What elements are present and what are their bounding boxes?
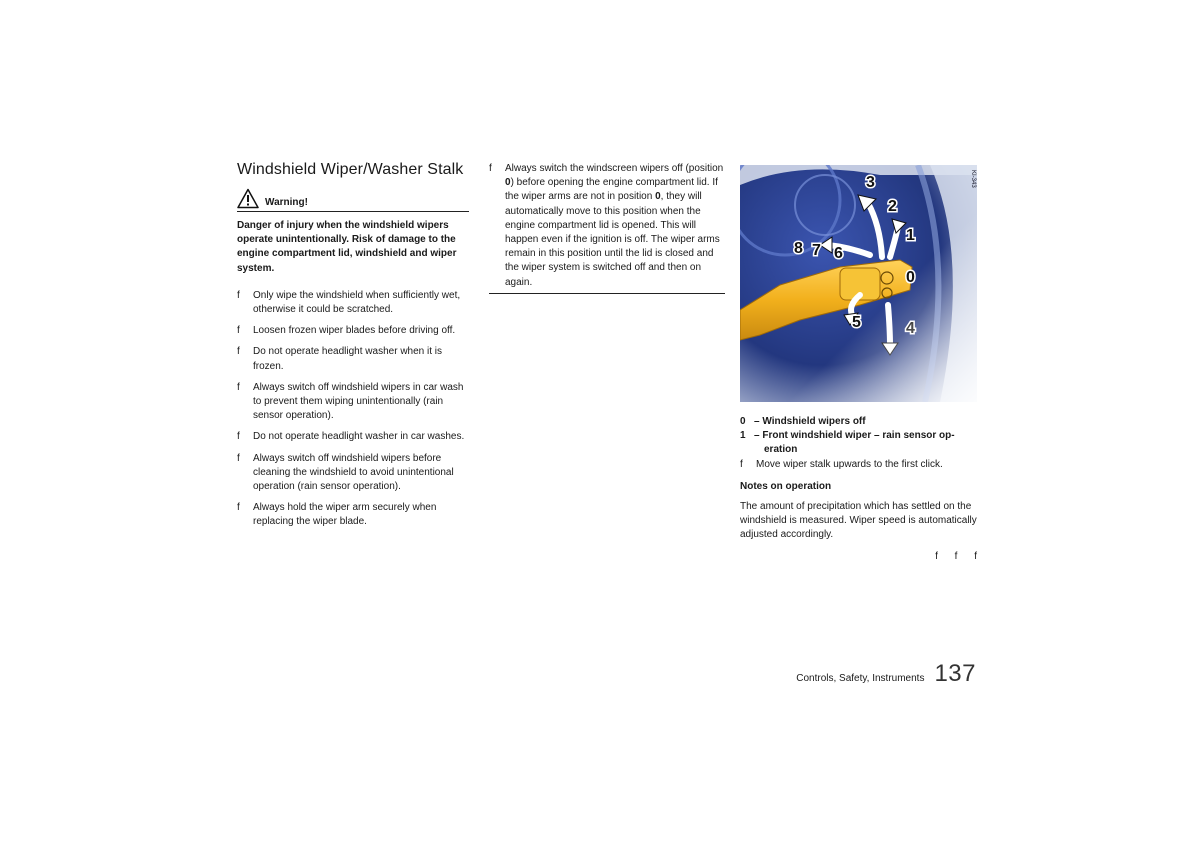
legend-text-wrap (754, 429, 977, 457)
left-column (237, 160, 471, 530)
bullet-mark: f (489, 163, 492, 174)
text-run: , they will automatically move to this position when the engine compartment lid is opened. This will happen even if the ignition is off. The wiper arms remain in this position until the lid is closed and the wiper system is switched off and then on again. (505, 191, 720, 288)
legend-text: – Windshield wipers off (754, 416, 866, 427)
bullet-mark: f (237, 346, 240, 358)
bullet-mark: f (740, 458, 743, 470)
list-item (237, 452, 471, 495)
legend-key: 0 (740, 416, 746, 427)
warning-text: Danger of injury when the windshield wipers operate unintentionally. Risk of damage to the engine compartment lid, windshield and wiper system. (237, 220, 457, 274)
continuation-marks: f f f (935, 550, 977, 562)
legend-item (740, 415, 977, 429)
text-run: ) before opening the engine compartment lid. If the wiper arms are not in position (505, 177, 718, 203)
wiper-stalk-figure (740, 165, 977, 402)
warning-triangle-icon (237, 188, 259, 209)
legend-text: – Front windshield wiper – rain sensor op- (754, 430, 955, 442)
bullet-text: Loosen frozen wiper blades before driving off. (253, 325, 456, 337)
divider (489, 293, 725, 294)
bullet-text: Do not operate headlight washer when it is frozen. (253, 346, 443, 372)
list-item (237, 381, 471, 424)
notes-heading: Notes on operation (740, 480, 832, 492)
list-item (237, 289, 471, 317)
page-number: 137 (934, 660, 976, 687)
legend-text-continuation: eration (764, 444, 798, 456)
position-ref: 0 (505, 177, 511, 189)
legend-item (740, 429, 977, 457)
bullet-mark: f (237, 289, 240, 301)
list-item (237, 324, 471, 338)
figure-fade (740, 165, 977, 402)
bullet-mark: f (237, 502, 240, 514)
list-item (237, 430, 471, 444)
bullet-text (505, 162, 725, 290)
bullet-text: Always hold the wiper arm securely when replacing the wiper blade. (253, 502, 437, 528)
position-ref: 0 (655, 191, 661, 203)
warning-label: Warning! (265, 197, 308, 208)
bullet-text: Move wiper stalk upwards to the first click. (756, 458, 943, 470)
bullet-text: Do not operate headlight washer in car washes. (253, 431, 465, 443)
bullet-text: Always switch off windshield wipers in car wash to prevent them wiping unintentionally (rain sensor operation). (253, 381, 464, 422)
list-item (237, 345, 471, 373)
text-run: Always switch the windscreen wipers off (position (505, 163, 724, 174)
bullet-mark: f (237, 381, 240, 393)
page-footer (796, 660, 976, 688)
bullet-mark: f (237, 325, 240, 337)
list-item (237, 501, 471, 529)
legend-key: 1 (740, 430, 746, 442)
notes-text: The amount of precipitation which has settled on the windshield is measured. Wiper speed is automatically adjusted accordingly. (740, 501, 977, 541)
bullet-text: Always switch off windshield wipers before cleaning the windshield to avoid unintentional operation (rain sensor operation). (253, 452, 454, 493)
middle-column (489, 162, 725, 294)
list-item (740, 458, 977, 472)
list-item (489, 162, 725, 290)
page-title: Windshield Wiper/Washer Stalk (237, 161, 464, 178)
bullet-text: Only wipe the windshield when sufficiently wet, otherwise it could be scratched. (253, 289, 461, 316)
bullet-mark: f (237, 452, 240, 464)
right-column (740, 165, 977, 564)
footer-section-title: Controls, Safety, Instruments (796, 673, 925, 684)
warning-header (237, 188, 469, 212)
bullet-mark: f (237, 431, 240, 443)
